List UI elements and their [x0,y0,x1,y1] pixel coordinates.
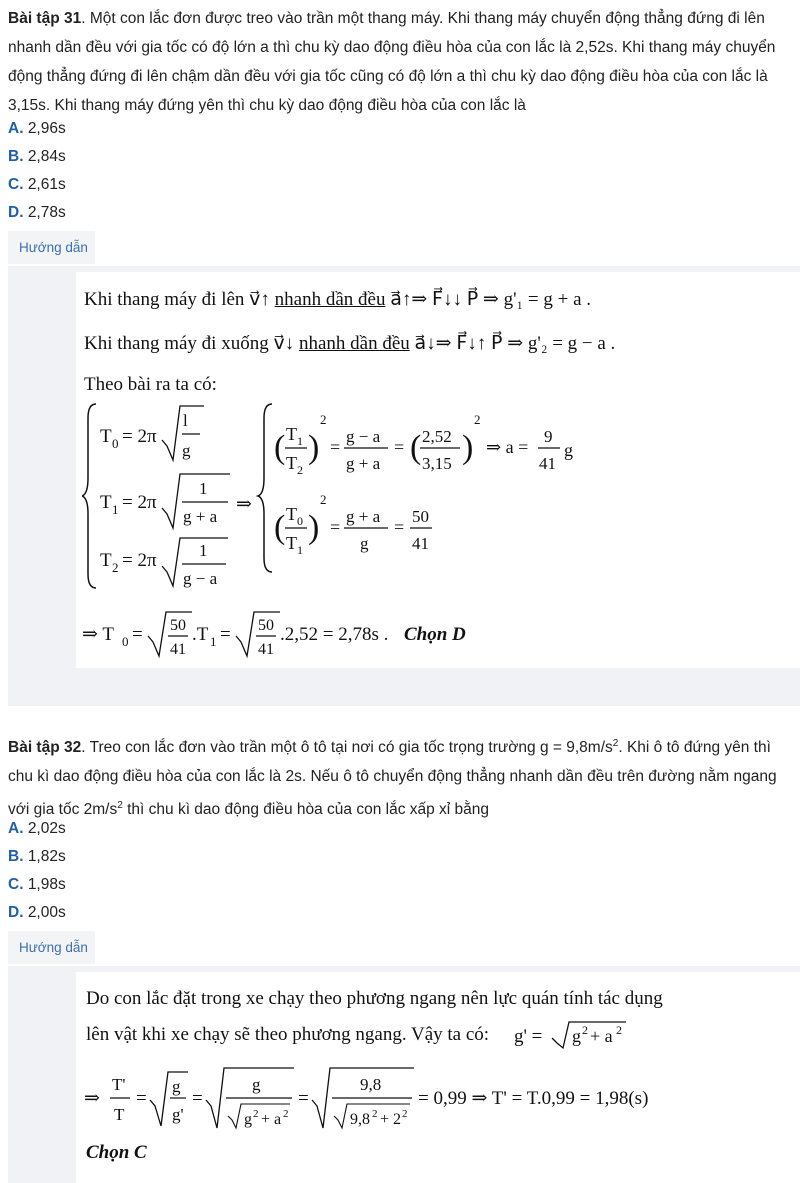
svg-text:g: g [564,440,573,460]
svg-text:T: T [114,1105,125,1124]
svg-text:g + a: g + a [183,507,218,526]
question-31-body: . Một con lắc đơn được treo vào trần một thang máy. Khi thang máy chuyển động thẳng đứng đi lên nhanh dần đều với gia tốc có độ lớn a thì chu kỳ dao động điều hòa của con lắc là 2,52s. Khi thang máy chuyển động thẳng đứng đi lên chậm dần đều với gia tốc cũng có độ lớn a thì chu kỳ dao động điều hòa của con lắc là 3,15s. Khi thang máy đứng yên thì chu kỳ dao động điều hòa của con lắc là [8,10,776,114]
q32-option-c[interactable] [8,874,66,896]
q31-option-b[interactable] [8,146,66,168]
svg-text:(: ( [410,429,422,466]
svg-text:9: 9 [544,427,553,446]
q31-option-a[interactable] [8,118,66,140]
svg-text:+ a: + a [261,1111,282,1128]
svg-text:(: ( [274,509,286,546]
svg-text:41: 41 [170,641,186,658]
option-letter: C. [8,176,24,193]
svg-text:=: = [132,624,143,645]
svg-text:2: 2 [320,412,327,427]
svg-text:0: 0 [297,514,303,528]
svg-text:2: 2 [474,412,481,427]
svg-text:l: l [183,411,188,430]
svg-text:50: 50 [412,507,429,526]
sol31-final-line [82,606,502,662]
svg-text:2: 2 [112,560,119,575]
svg-text:T: T [100,426,112,447]
svg-text:T: T [100,550,112,571]
svg-text:2: 2 [253,1108,259,1120]
svg-text:=: = [136,1088,147,1109]
sol32-result: = 0,99 ⇒ T' = T.0,99 = 1,98(s) [418,1088,649,1109]
sol31-line-3: Theo bài ra ta có: [84,374,217,395]
svg-text:T: T [286,533,297,553]
svg-text:=: = [192,1088,203,1109]
svg-text:g: g [244,1111,252,1128]
svg-text:g: g [572,1026,581,1046]
svg-text:2: 2 [372,1108,378,1120]
svg-text:g + a: g + a [346,454,381,473]
svg-text:g: g [172,1077,181,1096]
question-31-label: Bài tập 31 [8,10,82,27]
option-letter: D. [8,204,24,221]
svg-text:(: ( [274,429,286,466]
svg-text:1: 1 [199,541,208,560]
q31-option-c[interactable] [8,174,66,196]
svg-text:g: g [182,441,191,460]
svg-text:50: 50 [258,617,274,634]
svg-text:2: 2 [402,1108,408,1120]
solution-32-box [8,966,800,1183]
svg-text:1: 1 [297,543,303,557]
svg-text:1: 1 [297,434,303,448]
svg-text:T: T [100,492,112,513]
sol32-line-1: Do con lắc đặt trong xe chạy theo phương ngang nên lực quán tính tác dụng [86,988,663,1009]
svg-text:9,8: 9,8 [350,1111,370,1128]
svg-text:⇒: ⇒ [236,494,252,515]
svg-text:g + a: g + a [346,507,381,526]
svg-text:1: 1 [199,479,208,498]
svg-text:2: 2 [616,1023,622,1037]
solution-31-image [76,272,800,668]
solution-31-box [8,266,800,706]
question-32-label: Bài tập 32 [8,739,82,757]
option-text: 2,61s [27,176,66,193]
svg-text:0: 0 [122,634,129,649]
sol31-line-1: Khi thang máy đi lên v⃗↑ nhanh dần đều a⃗↑⇒ F⃗↓↓ P⃗ ⇒ g'₁ = g + a . [84,289,592,310]
svg-text:= 2π: = 2π [122,550,157,571]
svg-text:+ 2: + 2 [380,1111,402,1128]
option-text: 2,84s [27,148,66,165]
svg-text:): ) [308,429,320,466]
option-letter: B. [8,148,24,165]
guide-button-31[interactable]: Hướng dẫn [8,231,95,264]
question-32-text: Bài tập 32. Treo con lắc đơn vào trần một ô tô tại nơi có gia tốc trọng trường $g = 9,8m/s^2$. Khi ô tô đứng yên thì chu kì dao động điều hòa của con lắc là 2s. Nếu ô tô chuyển động thẳng nhanh dần đều trên đường nằm ngang với gia tốc $2m/s^2$ thì chu kì dao động điều hòa của con lắc xấp xỉ bằng [8,738,777,819]
svg-text:= 2π: = 2π [122,426,157,447]
option-letter: B. [8,848,24,865]
option-letter: A. [8,120,24,137]
sol31-equation-system [82,398,792,598]
svg-text:2: 2 [582,1023,588,1037]
svg-text:=: = [394,517,405,537]
sol31-answer: Chọn D [404,624,466,645]
svg-text:T: T [286,504,297,524]
svg-text:⇒ T: ⇒ T [82,624,114,645]
svg-text:2: 2 [320,492,327,507]
svg-text:⇒: ⇒ [84,1088,100,1109]
svg-text:T': T' [112,1075,126,1094]
svg-text:2: 2 [283,1108,289,1120]
svg-text:9,8: 9,8 [360,1075,382,1094]
sol32-answer: Chọn C [86,1142,147,1163]
svg-text:g − a: g − a [346,427,381,446]
svg-text:⇒ a =: ⇒ a = [486,437,529,457]
svg-text:=: = [330,437,341,457]
option-letter: C. [8,876,24,893]
option-text: 2,00s [27,904,66,921]
svg-text:+ a: + a [590,1026,613,1046]
svg-text:): ) [308,509,320,546]
option-text: 2,78s [27,204,66,221]
svg-text:=: = [220,624,231,645]
svg-text:3,15: 3,15 [422,454,452,473]
svg-text:=: = [394,437,405,457]
svg-text:41: 41 [539,454,556,473]
svg-text:2,52: 2,52 [422,427,452,446]
svg-text:g': g' [172,1105,184,1124]
q31-option-d[interactable] [8,202,66,224]
svg-text:.T: .T [192,624,209,645]
sol32-line-2: lên vật khi xe chạy sẽ theo phương ngang. Vậy ta có: [86,1024,490,1045]
svg-text:g: g [252,1075,261,1094]
guide-button-32[interactable]: Hướng dẫn [8,931,95,964]
svg-text:=: = [298,1088,309,1109]
svg-text:2: 2 [297,463,303,477]
sol31-line-2: Khi thang máy đi xuống v⃗↓ nhanh dần đều a⃗↓⇒ F⃗↓↑ P⃗ ⇒ g'₂ = g − a . [84,333,616,354]
option-text: 1,98s [27,876,66,893]
svg-text:1: 1 [210,634,217,649]
svg-text:41: 41 [412,534,429,553]
svg-text:50: 50 [170,617,186,634]
svg-text:=: = [330,517,341,537]
svg-text:41: 41 [258,641,274,658]
option-letter: A. [8,820,24,837]
svg-text:T: T [286,453,297,473]
svg-text:0: 0 [112,436,119,451]
option-text: 1,82s [27,848,66,865]
svg-text:T: T [286,424,297,444]
q32-option-d[interactable] [8,902,66,924]
svg-text:): ) [462,429,474,466]
question-31-text [8,4,798,120]
q32-option-b[interactable] [8,846,66,868]
svg-text:g: g [360,534,369,553]
q32-option-a[interactable] [8,818,66,840]
svg-text:1: 1 [112,502,119,517]
svg-text:= 2π: = 2π [122,492,157,513]
option-text: 2,02s [27,820,66,837]
option-text: 2,96s [27,120,66,137]
sol32-gprime-formula [514,1016,644,1050]
option-letter: D. [8,904,24,921]
svg-text:g − a: g − a [183,569,218,588]
solution-32-image [76,972,800,1183]
svg-text:g' =: g' = [514,1026,543,1047]
sol32-ratio-line [84,1062,684,1134]
svg-text:.2,52 = 2,78s .: .2,52 = 2,78s . [280,624,389,645]
